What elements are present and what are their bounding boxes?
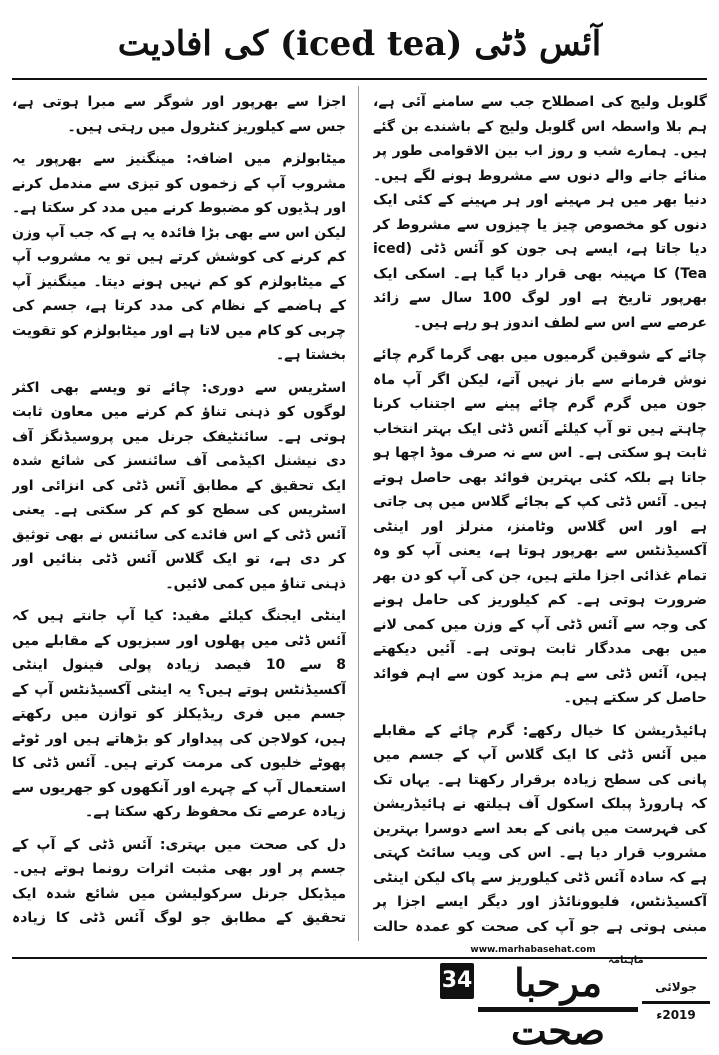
left-column bbox=[12, 90, 346, 935]
paragraph: چائے کے شوقین گرمیوں میں بھی گرما گرم چائے نوش فرمانے سے باز نہیں آتے، لیکن اگر آپ ماہ جون میں گرم گرم چائے پینے سے اجتناب کرنا چاہتے ہیں تو آپ کیلئے آئس ڈٹی ایک بہتر انتخاب ثابت ہو سکتی ہے۔ اس سے نہ صرف موڈ اچھا ہو جاتا ہے بلکہ کئی بہترین فوائد بھی حاصل ہوتے ہیں۔ آئس ڈٹی کپ کے بجائے گلاس میں پی جاتی ہے اور اس گلاس وٹامنز، منرلز اور اینٹی آکسیڈنٹس سے بھرپور ہوتا ہے، یعنی آپ کو وہ تمام غذائی اجزا ملتے ہیں، جن کی آپ کو دن بھر ضرورت ہوتی ہے۔ کم کیلوریز کی حامل ہونے کی وجہ سے آئس ڈٹی آپ کے وزن میں کمی لانے میں بھی مددگار ثابت ہوتی ہے۔ آئیں دیکھتے ہیں، آئس ڈٹی سے ہم مزید کون سے اہم فوائد حاصل کر سکتے ہیں۔ bbox=[373, 347, 707, 706]
right-column bbox=[373, 90, 707, 935]
magazine-logo: مرحبا صحت bbox=[478, 959, 638, 1012]
paragraph: ہائیڈریشن کا خیال رکھے: گرم چائے کے مقابلے میں آئس ڈٹی کا ایک گلاس آپ کے جسم میں پانی کی سطح زیادہ برقرار رکھتا ہے۔ یہاں تک کہ ہارورڈ پبلک اسکول آف ہیلتھ نے ہائیڈریشن کی فہرست میں پانی کے بعد اسے دوسرا بہترین مشروب قرار دیا ہے۔ اس کی ویب سائٹ کہتی ہے کہ سادہ آئس ڈٹی کیلوریز سے پاک لیکن اینٹی آکسیڈنٹس، فلیوونائڈز اور دیگر ایسے اجزا پر مبنی ہوتی ہے جو آپ کی صحت کو عمدہ حالت bbox=[373, 722, 707, 935]
title-rule bbox=[12, 78, 707, 80]
issue-date: جولائی 2019ء bbox=[642, 973, 710, 1004]
monthly-label: ماہنامہ bbox=[608, 955, 644, 966]
paragraph: گلوبل ولیج کی اصطلاح جب سے سامنے آئی ہے، ہم بلا واسطہ اس گلوبل ولیج کے باشندے بن گئے ہیں۔ ہمارے شب و روز اب بین الاقوامی طور پر منائے جانے والے دنوں سے مشروط ہونے لگے ہیں۔ دنیا بھر میں ہر مہینے اور ہر مہینے کے کئی ایک دنوں کو مخصوص چیز یا چیزوں سے مشروط کر دیا جاتا ہے، ایسے ہی جون کو آئس ڈٹی (iced Tea) کا مہینہ بھی قرار دیا گیا ہے۔ اسکی ایک بھرپور تاریخ ہے اور لوگ 100 سال سے زائد عرصے سے اس سے لطف اندوز ہو رہے ہیں۔ bbox=[373, 94, 707, 331]
paragraph: اینٹی ایجنگ کیلئے مفید: کیا آپ جانتے ہیں کہ آئس ڈٹی میں پھلوں اور سبزیوں کے مقابلے میں 8 سے 10 فیصد زیادہ پولی فینول اینٹی آکسیڈنٹس ہوتے ہیں؟ یہ اینٹی آکسیڈنٹس آپ کے جسم میں فری ریڈیکلز کو توازن میں رکھتے ہیں، کولاجن کی پیداوار کو بڑھاتے ہیں اور ٹوٹے پھوٹے خلیوں کی مرمت کرتے ہیں۔ آئس ڈٹی کا استعمال آپ کے چہرے اور آنکھوں کو جھریوں سے زیادہ عرصے تک محفوظ رکھ سکتا ہے۔ bbox=[12, 608, 346, 820]
column-divider bbox=[358, 86, 359, 941]
page-footer bbox=[0, 939, 719, 1053]
paragraph: میٹابولزم میں اضافہ: مینگنیز سے بھرپور یہ مشروب آپ کے زخموں کو تیزی سے مندمل کرنے اور ہڈیوں کو مضبوط کرنے میں مدد کر سکتا ہے۔ لیکن اس سے بھی بڑا فائدہ یہ ہے کہ جب آپ وزن کم کرنے کی کوشش کرتے ہیں تو یہ مشروب آپ کے میٹابولزم کو کم نہیں ہونے دیتا۔ مینگنیز آپ کے ہاضمے کے نظام کی مدد کرتا ہے، جسم کی چربی کو کام میں لاتا ہے اور میٹابولزم کو تقویت بخشتا ہے۔ bbox=[12, 151, 346, 363]
website-link[interactable]: www.marhabasehat.com bbox=[470, 945, 596, 955]
article-title: آئس ڈٹی (iced tea) کی افادیت bbox=[117, 24, 602, 64]
paragraph: اسٹریس سے دوری: چائے تو ویسے بھی اکثر لوگوں کو ذہنی تناؤ کم کرنے میں معاون ثابت ہوتی ہے۔ سائنٹیفک جرنل میں پروسیڈنگز آف دی نیشنل اکیڈمی آف سائنسز کی شائع شدہ ایک تحقیق کے مطابق آئس ڈٹی کی انزائی اور اسٹریس کی سطح کو کم کر سکتی ہے۔ یعنی آئس ڈٹی کے اس فائدے کی سائنس نے بھی توثیق کر دی ہے، تو ایک گلاس آئس ڈٹی بنائیں اور ذہنی تناؤ میں کمی لائیں۔ bbox=[12, 379, 346, 592]
paragraph: دل کی صحت میں بہتری: آئس ڈٹی کے آپ کے جسم پر اور بھی مثبت اثرات رونما ہوتے ہیں۔ میڈیکل جرنل سرکولیشن میں شائع شدہ ایک تحقیق کے مطابق جو لوگ آئس ڈٹی کا زیادہ bbox=[12, 836, 346, 926]
paragraph: اجزا سے بھرپور اور شوگر سے مبرا ہوتی ہے، جس سے کیلوریز کنٹرول میں رہتی ہیں۔ bbox=[12, 94, 346, 135]
page-number: 34 bbox=[440, 963, 474, 999]
